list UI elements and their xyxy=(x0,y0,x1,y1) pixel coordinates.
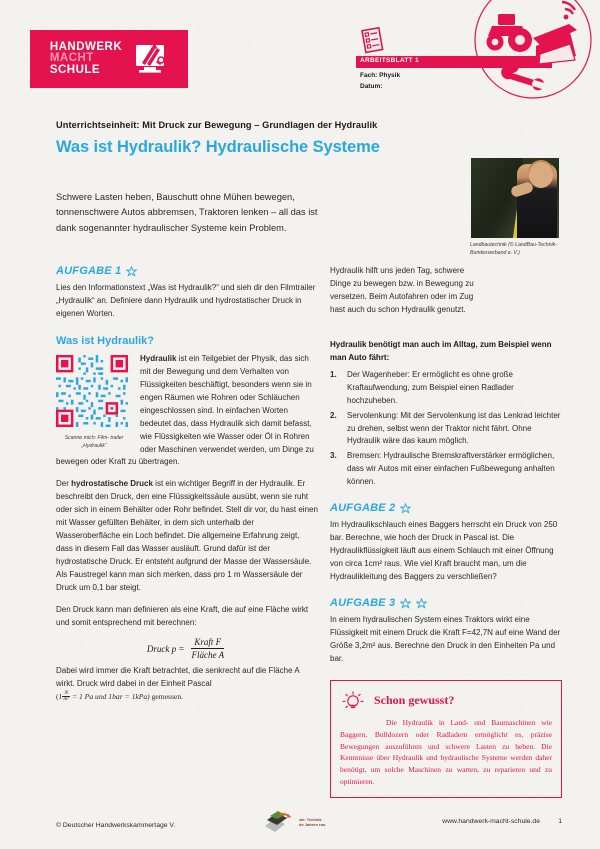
list-item-text: Servolenkung: Mit der Servolenkung ist das Lenkrad leichter zu drehen, selbst wenn der Traktor nicht fährt. Ohne Hydraulik wäre das kaum möglich. xyxy=(347,410,561,446)
pressure-formula xyxy=(56,637,318,661)
qr-block[interactable] xyxy=(56,355,132,451)
task-1-title: AUFGABE 1 xyxy=(56,265,122,277)
worksheet-label: ARBEITSBLATT 1 xyxy=(360,57,419,64)
task-1-text: Lies den Informationstext „Was ist Hydraulik?“ und sieh dir den Filmtrailer „Hydraulik“ an. Definiere dann Hydraulik und hydrostatischer Druck in eigenen Worten. xyxy=(56,283,316,318)
brand-logo-line3: SCHULE xyxy=(49,63,101,76)
lightbulb-icon xyxy=(340,688,366,714)
unit-note-open: (1 xyxy=(56,691,63,701)
list-item xyxy=(330,410,562,449)
task-3-text: In einem hydraulischen System eines Traktors wirkt eine Flüssigkeit mit einem Druck die Kraft F=42,7N auf eine Wand der Größe 3,2m² aus. Berechne den Druck in den Einheiten Pa und bar. xyxy=(330,615,561,663)
partner-logo-text: wir. Technik de Jahren ran. xyxy=(299,817,327,828)
paragraph-hydrostatischer-druck xyxy=(56,478,318,595)
tools-monitor-icon xyxy=(128,39,168,79)
list-item xyxy=(330,369,562,408)
list-item-text: Bremsen: Hydraulische Bremskraftverstärker ermöglichen, dass wir Autos mit einer einfachen Fußbewegung anhalten können. xyxy=(347,451,555,487)
date-label: Datum: xyxy=(360,83,383,90)
unit-note-frac-num: N xyxy=(64,689,69,696)
paragraph-druck-definition: Den Druck kann man definieren als eine Kraft, die auf eine Fläche wirkt und somit entsprechend mit berechnen: xyxy=(56,605,309,627)
page-footer xyxy=(56,812,562,838)
formula-label: Druck p = xyxy=(146,643,185,654)
paragraph-2-pre: Der xyxy=(56,479,72,489)
page-title: Was ist Hydraulik? Hydraulische Systeme xyxy=(56,138,380,156)
brand-logo xyxy=(30,30,188,88)
task-1-header xyxy=(56,265,318,277)
star-icon xyxy=(416,598,427,609)
paragraph-pascal: Dabei wird immer die Kraft betrachtet, die senkrecht auf die Fläche A wirkt. Druck wird dabei in der Einheit Pascal xyxy=(56,665,300,688)
right-column xyxy=(330,265,562,798)
star-icon xyxy=(400,503,411,514)
did-you-know-title: Schon gewusst? xyxy=(374,693,455,708)
list-item-number: 2. xyxy=(330,410,337,420)
paragraph-1-lead: Hydraulik xyxy=(140,353,177,363)
unit-note xyxy=(56,691,318,704)
list-item xyxy=(330,450,562,489)
unit-note-frac-den: m² xyxy=(63,696,70,703)
task-2-title: AUFGABE 2 xyxy=(330,502,396,515)
qr-caption: Scanne mich: Film- trailer „Hydraulik“ xyxy=(64,434,124,449)
did-you-know-text xyxy=(340,717,552,788)
brand-logo-line1: HANDWERK xyxy=(49,40,123,53)
partner-logo xyxy=(261,808,295,834)
list-item-number: 1. xyxy=(330,369,337,379)
formula-numerator: Kraft F xyxy=(191,637,224,649)
task-3-header xyxy=(330,597,562,609)
list-item-text: Der Wagenheber: Er ermöglicht es ohne große Kraftaufwendung, zum Beispiel einen Radlader hochzuheben. xyxy=(347,369,514,405)
subject-label: Fach: Physik xyxy=(360,72,401,79)
formula-fraction xyxy=(189,637,228,661)
paragraph-1-body: ist ein Teilgebiet der Physik, das sich mit der Bewegung und dem Verhalten von Flüssigkeiten beschäftigt, besonders wenn sie in engen Räumen wie Rohren oder Schläuchen eingeschlossen sind. In einfachen Worten bedeutet das, dass Hydraulik sich damit befasst, wie Flüssigkeiten wie Wasser oder Öl in Rohren oder Maschinen verwendet werden, um Dinge zu bewegen oder Kraft zu übertragen. xyxy=(56,353,314,467)
photo-caption: Landbautechnik (© LandBau-Technik-Bundesverband e. V.) xyxy=(470,242,557,256)
intro-paragraph: Schwere Lasten heben, Bauschutt ohne Mühen bewegen, tonnenschwere Autos abbremsen, Traktoren lenken – all das ist dank sogenannter hydraulischer Systeme kein Problem. xyxy=(56,192,318,233)
paragraph-2-lead: hydrostatische Druck xyxy=(71,479,153,489)
formula-denominator: Fläche A xyxy=(191,650,225,661)
brand-logo-line2: MACHT xyxy=(49,52,94,65)
did-you-know-box xyxy=(330,680,562,798)
qr-code[interactable] xyxy=(56,355,128,427)
footer-copyright: © Deutscher Handwerkskammertage V. xyxy=(56,821,176,829)
tractor-laptop-wrench-circle-icon xyxy=(458,0,600,130)
list-item-number: 3. xyxy=(330,451,337,461)
footer-url[interactable]: www.handwerk-macht-schule.de xyxy=(442,818,540,825)
task-2-header xyxy=(330,502,562,514)
did-you-know-body: Die Hydraulik in Land- und Baumaschinen wie Baggern, Bulldozern oder Radladern ermöglicht es, präzise Bewegungen auszuführen und schwere Lasten zu heben. Die Kenntnisse über Hydraulik und hydraulische Systeme werden daher benötigt, um solche Maschinen zu warten, zu reparieren und zu optimieren. xyxy=(340,717,552,787)
star-icon xyxy=(400,598,411,609)
footer-page-number: 1 xyxy=(558,818,562,825)
task-3-title: AUFGABE 3 xyxy=(330,597,396,610)
unit-note-fraction xyxy=(62,691,70,704)
unit-note-close: gemessen. xyxy=(149,691,184,701)
list-intro: Hydraulik benötigt man auch im Alltag, zum Beispiel wenn man Auto fährt: xyxy=(330,339,552,362)
star-icon xyxy=(126,266,137,277)
paragraph-alltag-intro: Hydraulik hilft uns jeden Tag, schwere Dinge zu bewegen bzw. in Bewegung zu versetzen. Beim Autofahren oder im Zug hast auch du schon Hydraulik genutzt. xyxy=(330,266,474,314)
brand-logo-words xyxy=(50,42,122,77)
photo-person-head xyxy=(529,162,553,188)
paragraph-2-body: ist ein wichtiger Begriff in der Hydraulik. Er beschreibt den Druck, den eine Flüssigkeitssäule ausübt, wenn sie ruht oder sich in einem Behälter oder Rohr befindet. Stell dir vor, du hast einen mit Wasser gefüllten Behälter, in dem sich unterhalb der Wasseroberfläche ein Loch befindet. Die allgemeine Erfahrung zeigt, dass in diesem Fall das Wasser ausläuft. Grund dafür ist der hydrostatische Druck. Er entsteht aufgrund der Masse der Wassersäule. Als Faustregel kann man sich merken, dass pro 1 m Wassersäule der Druck um 0,1 bar steigt. xyxy=(56,479,318,593)
did-you-know-header xyxy=(340,688,552,714)
left-column xyxy=(56,265,318,703)
task-2-text: Im Hydraulikschlauch eines Baggers herrscht ein Druck von 250 bar. Berechne, wie hoch der Druck in Pascal ist. Die Hydraulikflüssigkeit läuft aus einem Schlauch mit einer Öffnung von circa 1cm² raus. Wie viel Kraft braucht man, um die Hydraulikleitung des Baggers zu verschließen? xyxy=(330,520,558,582)
unit-note-mid: = 1 Pa und 1bar = 1kPa) xyxy=(71,691,150,701)
section-title-hydraulik: Was ist Hydraulik? xyxy=(56,334,155,347)
hero-photo xyxy=(471,158,559,238)
unit-title: Unterrichtseinheit: Mit Druck zur Bewegung – Grundlagen der Hydraulik xyxy=(56,120,378,130)
everyday-examples-list xyxy=(330,369,562,490)
clipboard-icon xyxy=(358,26,388,56)
